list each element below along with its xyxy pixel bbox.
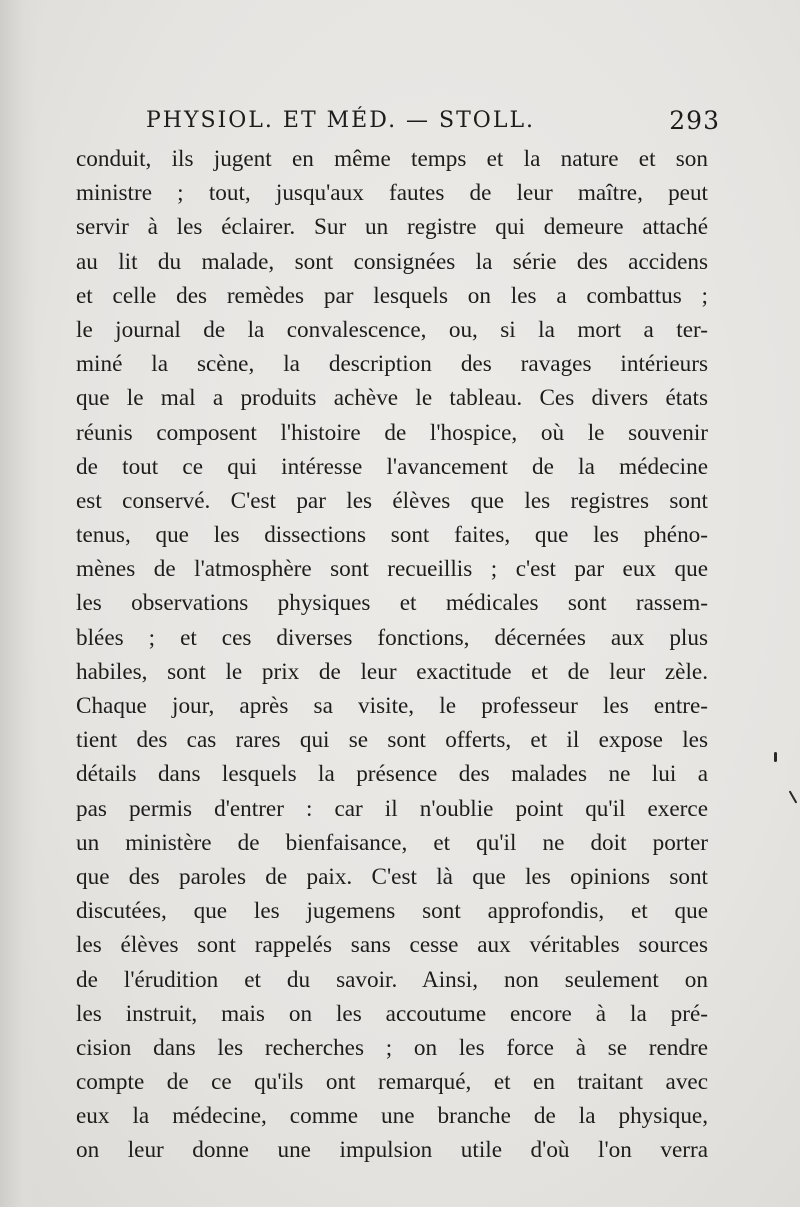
text-line: Chaque jour, après sa visite, le professeur les entre-	[76, 693, 708, 719]
text-line: de tout ce qui intéresse l'avancement de la médecine	[76, 453, 708, 480]
text-line: on leur donne une impulsion utile d'où l'on verra	[76, 1137, 708, 1164]
text-line: de l'érudition et du savoir. Ainsi, non seulement on	[76, 966, 708, 993]
page-number: 293	[669, 106, 720, 135]
text-line: conduit, ils jugent en même temps et la nature et son	[76, 146, 708, 172]
text-line: tient des cas rares qui se sont offerts, et il expose les	[76, 727, 708, 754]
text-line: que des paroles de paix. C'est là que les opinions sont	[76, 863, 708, 890]
text-line: les élèves sont rappelés sans cesse aux véritables sources	[76, 932, 708, 959]
text-line: blées ; et ces diverses fonctions, décernées aux plus	[76, 624, 708, 651]
ink-speck	[774, 752, 777, 762]
text-line: discutées, que les jugemens sont approfondis, et que	[76, 898, 708, 925]
text-line: miné la scène, la description des ravages intérieurs	[76, 351, 708, 378]
text-line: et celle des remèdes par lesquels on les a combattus ;	[76, 282, 708, 309]
ink-speck	[789, 790, 798, 803]
text-line: détails dans lesquels la présence des malades ne lui a	[76, 761, 708, 788]
text-line: servir à les éclairer. Sur un registre qui demeure attaché	[76, 214, 708, 241]
text-line: ministre ; tout, jusqu'aux fautes de leur maître, peut	[76, 180, 708, 207]
text-line: un ministère de bienfaisance, et qu'il ne doit porter	[76, 829, 708, 856]
text-line: habiles, sont le prix de leur exactitude et de leur zèle.	[76, 658, 708, 685]
text-line: pas permis d'entrer : car il n'oublie point qu'il exerce	[76, 795, 708, 822]
text-line: au lit du malade, sont consignées la série des accidens	[76, 248, 708, 275]
text-line: mènes de l'atmosphère sont recueillis ; c'est par eux que	[76, 556, 708, 583]
body-text	[76, 142, 708, 1168]
text-line: est conservé. C'est par les élèves que les registres sont	[76, 487, 708, 514]
page-header	[140, 104, 720, 138]
text-line: eux la médecine, comme une branche de la physique,	[76, 1103, 708, 1130]
text-line: que le mal a produits achève le tableau. Ces divers états	[76, 385, 708, 412]
text-line: réunis composent l'histoire de l'hospice, où le souvenir	[76, 419, 708, 446]
text-line: le journal de la convalescence, ou, si la mort a ter-	[76, 316, 708, 343]
text-line: les instruit, mais on les accoutume encore à la pré-	[76, 1000, 708, 1027]
text-line: compte de ce qu'ils ont remarqué, et en traitant avec	[76, 1069, 708, 1096]
text-line: les observations physiques et médicales sont rassem-	[76, 590, 708, 617]
running-head: PHYSIOL. ET MÉD. — STOLL.	[146, 108, 536, 133]
text-line: cision dans les recherches ; on les force à se rendre	[76, 1034, 708, 1061]
text-line: tenus, que les dissections sont faites, que les phéno-	[76, 522, 708, 549]
